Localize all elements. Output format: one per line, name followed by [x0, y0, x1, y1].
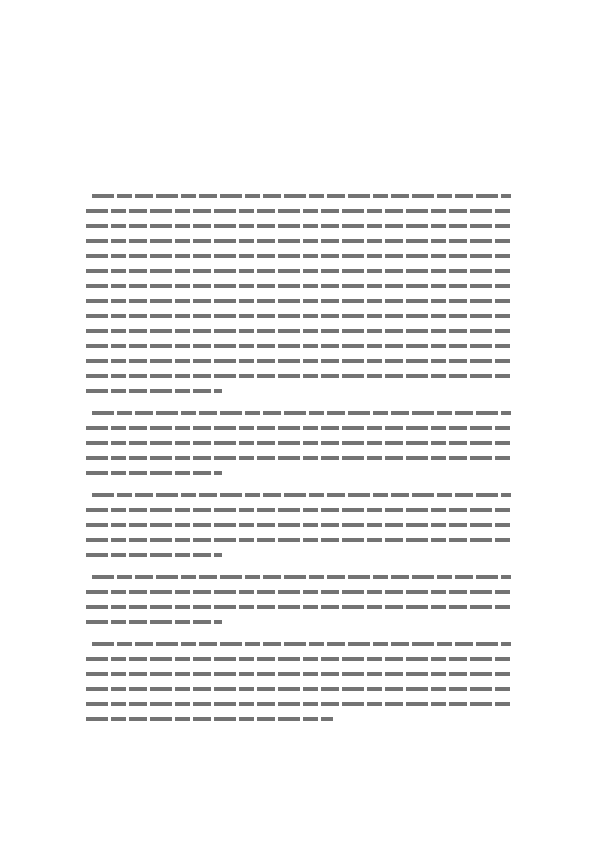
body-paragraph [86, 406, 511, 481]
text-line [86, 189, 511, 204]
text-line [86, 249, 511, 264]
text-line [86, 234, 511, 249]
document-body [86, 189, 511, 734]
text-line [86, 697, 511, 712]
text-line [86, 451, 511, 466]
text-line [86, 294, 511, 309]
text-line [86, 309, 511, 324]
text-line [86, 533, 511, 548]
text-line [86, 204, 511, 219]
text-line [86, 600, 511, 615]
text-line [86, 264, 511, 279]
body-paragraph [86, 570, 511, 630]
text-line [86, 384, 511, 399]
text-line [86, 518, 511, 533]
text-line [86, 570, 511, 585]
text-line [86, 615, 511, 630]
text-line [86, 637, 511, 652]
text-line [86, 585, 511, 600]
text-line [86, 219, 511, 234]
text-line [86, 488, 511, 503]
text-line [86, 279, 511, 294]
body-paragraph [86, 189, 511, 399]
body-paragraph [86, 488, 511, 563]
text-line [86, 324, 511, 339]
text-line [86, 548, 511, 563]
text-line [86, 406, 511, 421]
text-line [86, 682, 511, 697]
text-line [86, 354, 511, 369]
text-line [86, 667, 511, 682]
text-line [86, 466, 511, 481]
text-line [86, 712, 511, 727]
text-line [86, 369, 511, 384]
body-paragraph [86, 637, 511, 727]
text-line [86, 421, 511, 436]
text-line [86, 436, 511, 451]
text-line [86, 503, 511, 518]
text-line [86, 652, 511, 667]
text-line [86, 339, 511, 354]
